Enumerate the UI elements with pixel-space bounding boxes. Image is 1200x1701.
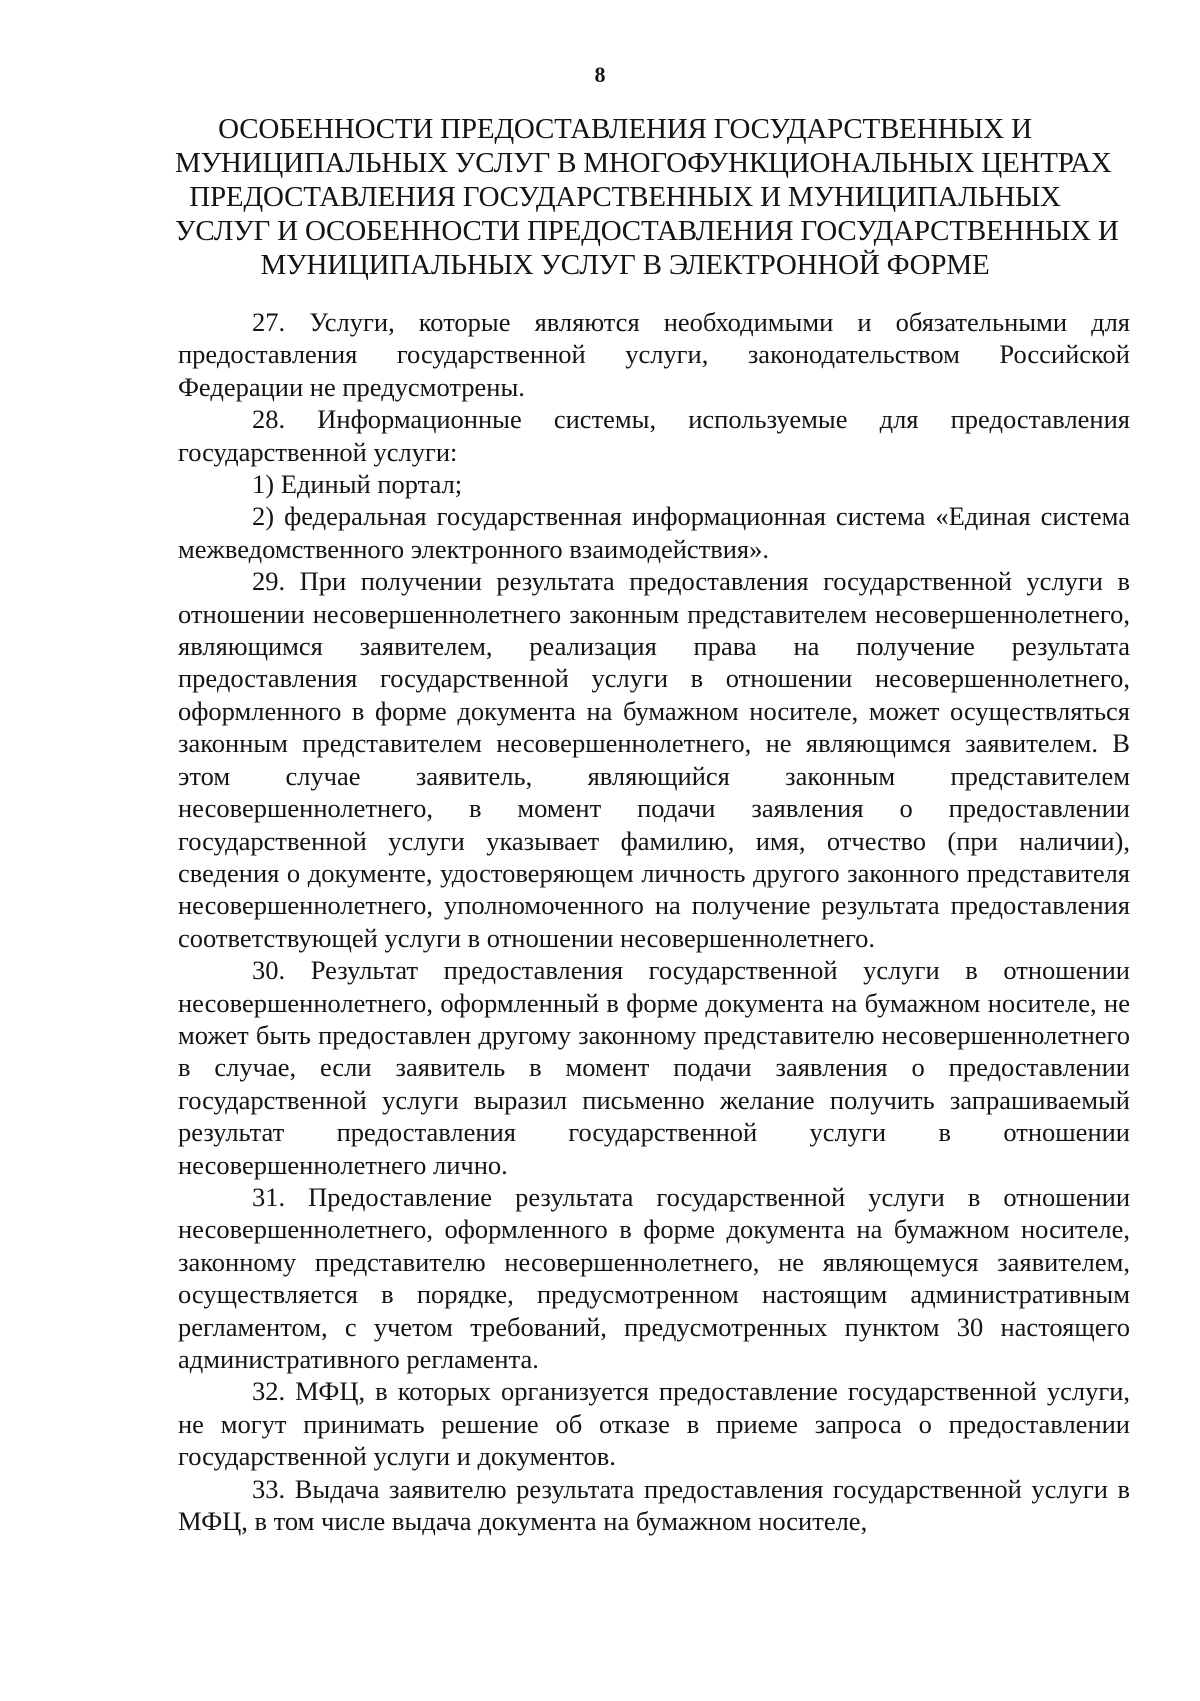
document-body: [178, 306, 1130, 1537]
heading-line: МУНИЦИПАЛЬНЫХ УСЛУГ В ЭЛЕКТРОННОЙ ФОРМЕ: [260, 249, 990, 281]
heading-line: УСЛУГ И ОСОБЕННОСТИ ПРЕДОСТАВЛЕНИЯ ГОСУДАРСТВЕННЫХ И: [175, 215, 1119, 247]
section-heading: [175, 112, 1119, 282]
list-item-1: 1) Единый портал;: [252, 469, 463, 500]
heading-line: ПРЕДОСТАВЛЕНИЯ ГОСУДАРСТВЕННЫХ И МУНИЦИПАЛЬНЫХ: [189, 181, 1061, 213]
paragraph-33: 33. Выдача заявителю результата предоставления государственной услуги в МФЦ, в том числе выдача документа на бумажном носителе,: [178, 1473, 1130, 1537]
heading-line: ОСОБЕННОСТИ ПРЕДОСТАВЛЕНИЯ ГОСУДАРСТВЕННЫХ И: [218, 113, 1032, 145]
heading-line: МУНИЦИПАЛЬНЫХ УСЛУГ В МНОГОФУНКЦИОНАЛЬНЫХ ЦЕНТРАХ: [175, 147, 1112, 179]
paragraph-29: 29. При получении результата предоставления государственной услуги в отношении несовершеннолетнего законным представителем несовершеннолетнего, являющимся заявителем, реализация права на получение результата предоставления государственной услуги в отношении несовершеннолетнего, оформленного в форме документа на бумажном носителе, может осуществляться законным представителем несовершеннолетнего, не являющимся заявителем. В этом случае заявитель, являющийся законным представителем несовершеннолетнего, в момент подачи заявления о предоставлении государственной услуги указывает фамилию, имя, отчество (при наличии), сведения о документе, удостоверяющем личность другого законного представителя несовершеннолетнего, уполномоченного на получение результата предоставления соответствующей услуги в отношении несовершеннолетнего.: [178, 566, 1130, 953]
paragraph-32: 32. МФЦ, в которых организуется предоставление государственной услуги, не могут принимать решение об отказе в приеме запроса о предоставлении государственной услуги и документов.: [178, 1376, 1130, 1472]
list-item-2: 2) федеральная государственная информационная система «Единая система межведомственного электронного взаимодействия».: [178, 501, 1130, 564]
paragraph-27: 27. Услуги, которые являются необходимыми и обязательными для предоставления государственной услуги, законодательством Российской Федерации не предусмотрены.: [178, 307, 1130, 402]
paragraph-31: 31. Предоставление результата государственной услуги в отношении несовершеннолетнего, оформленного в форме документа на бумажном носителе, законному представителю несовершеннолетнего, не являющемуся заявителем, осуществляется в порядке, предусмотренном настоящим административным регламентом, с учетом требований, предусмотренных пунктом 30 настоящего административного регламента.: [178, 1181, 1130, 1374]
paragraph-30: 30. Результат предоставления государственной услуги в отношении несовершеннолетнего, оформленный в форме документа на бумажном носителе, не может быть предоставлен другому законному представителю несовершеннолетнего в случае, если заявитель в момент подачи заявления о предоставлении государственной услуги выразил письменно желание получить запрашиваемый результат предоставления государственной услуги в отношении несовершеннолетнего лично.: [178, 955, 1130, 1180]
paragraph-28: 28. Информационные системы, используемые для предоставления государственной услуги:: [178, 404, 1130, 467]
page-number: 8: [594, 62, 606, 87]
